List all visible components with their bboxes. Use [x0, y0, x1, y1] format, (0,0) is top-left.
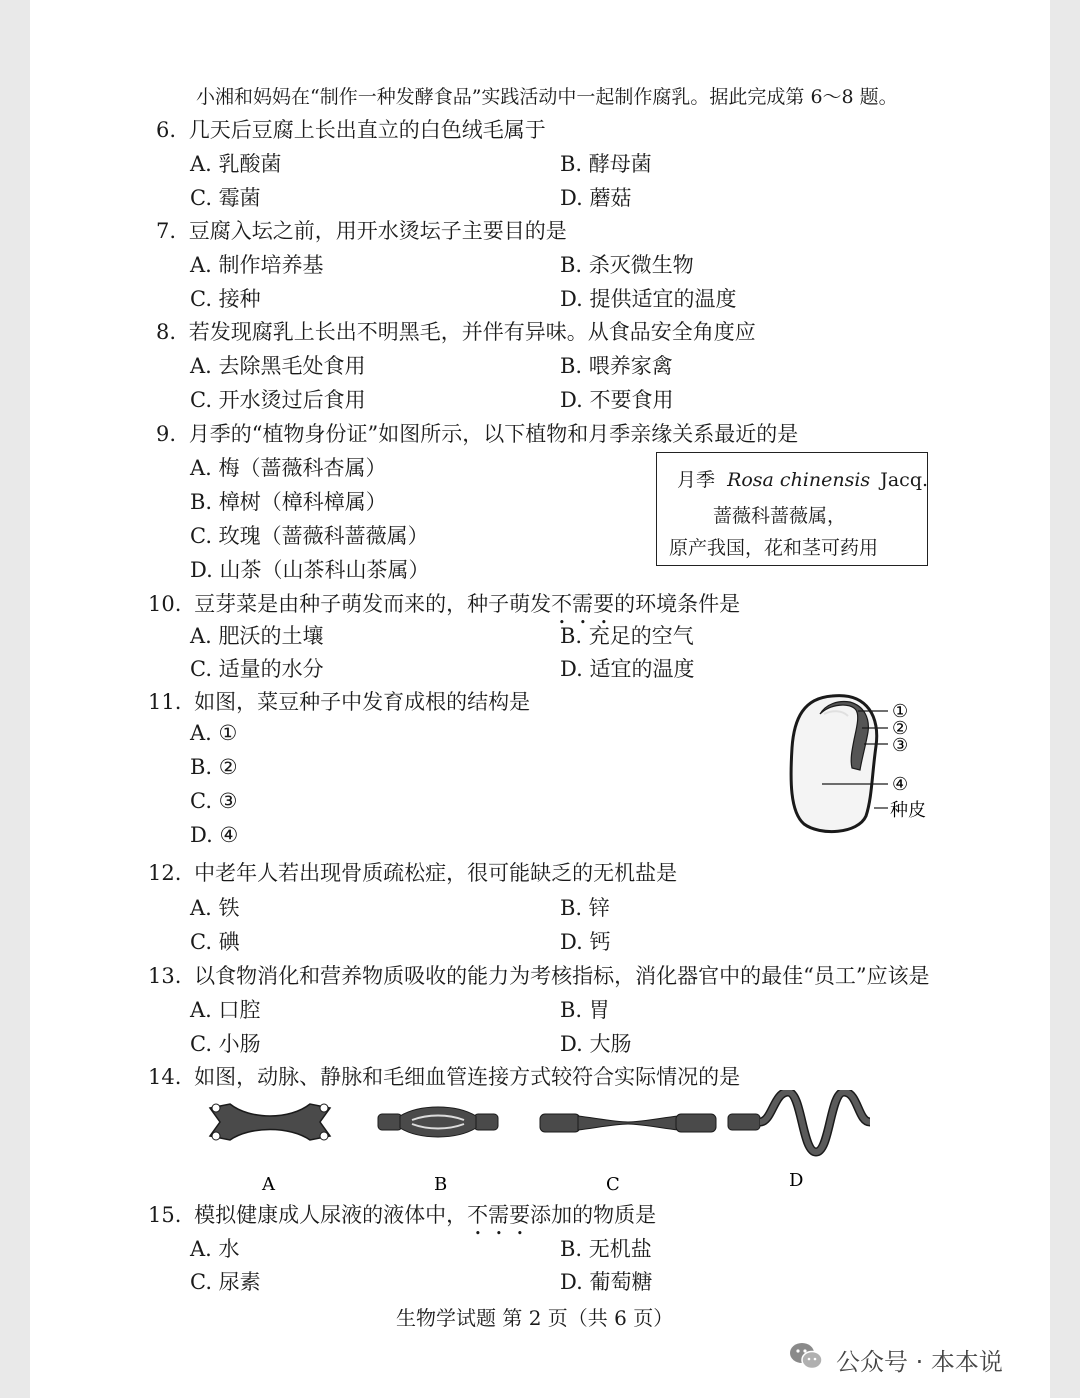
- question-9: [156, 418, 798, 448]
- vessel-option-a: [210, 1104, 330, 1140]
- plant-author: Jacq.: [880, 469, 929, 491]
- page-footer: 生物学试题 第 2 页（共 6 页）: [396, 1306, 674, 1330]
- vessel-option-d: [728, 1092, 870, 1152]
- question-stem: 若发现腐乳上长出不明黑毛，并伴有异味。从食品安全角度应: [188, 320, 756, 344]
- option-8b: B. 喂养家禽: [560, 354, 673, 378]
- vessel-label-b: B: [434, 1174, 448, 1195]
- seed-label-4: ④: [892, 774, 909, 795]
- watermark-text: 公众号 · 本本说: [836, 1348, 1003, 1376]
- option-7c: C. 接种: [190, 287, 261, 311]
- bean-seed-diagram: [780, 688, 940, 838]
- question-stem-pre: 模拟健康成人尿液的液体中，: [194, 1203, 468, 1227]
- seed-label-seed-coat: 种皮: [890, 800, 926, 821]
- option-6b: B. 酵母菌: [560, 152, 652, 176]
- plant-scientific-name: Rosa chinensis: [727, 469, 871, 491]
- question-stem: 月季的“植物身份证”如图所示，以下植物和月季亲缘关系最近的是: [188, 422, 799, 446]
- vessel-label-a: A: [262, 1174, 275, 1195]
- option-6d: D. 蘑菇: [560, 186, 632, 210]
- question-stem-emphasis: 不需要: [551, 592, 615, 616]
- seed-label-2: ②: [892, 718, 909, 739]
- option-8c: C. 开水烫过后食用: [190, 388, 366, 412]
- option-6c: C. 霉菌: [190, 186, 261, 210]
- question-stem-emphasis: 不需要: [467, 1203, 531, 1227]
- question-stem-pre: 豆芽菜是由种子萌发而来的，种子萌发: [194, 592, 552, 616]
- question-number: 8.: [156, 320, 177, 344]
- question-6: [156, 114, 546, 144]
- option-15b: B. 无机盐: [560, 1237, 652, 1261]
- option-12a: A. 铁: [190, 896, 240, 920]
- question-number: 14.: [148, 1065, 182, 1089]
- question-stem: 几天后豆腐上长出直立的白色绒毛属于: [188, 118, 546, 142]
- question-stem-post: 添加的物质是: [530, 1203, 657, 1227]
- option-13d: D. 大肠: [560, 1032, 632, 1056]
- option-10b: B. 充足的空气: [560, 624, 694, 648]
- question-number: 6.: [156, 118, 177, 142]
- option-13c: C. 小肠: [190, 1032, 261, 1056]
- option-8a: A. 去除黑毛处食用: [190, 354, 366, 378]
- option-9b: B. 樟树（樟科樟属）: [190, 490, 387, 514]
- option-12d: D. 钙: [560, 930, 611, 954]
- blood-vessel-diagrams: [200, 1090, 880, 1196]
- question-stem: 中老年人若出现骨质疏松症，很可能缺乏的无机盐是: [194, 861, 678, 885]
- vessel-option-c: [540, 1114, 716, 1132]
- plant-family-line: 蔷薇科蔷薇属，: [713, 505, 847, 527]
- option-7d: D. 提供适宜的温度: [560, 287, 737, 311]
- plant-common-name: 月季: [677, 469, 716, 491]
- option-15a: A. 水: [190, 1237, 240, 1261]
- question-7: [156, 215, 567, 245]
- option-9a: A. 梅（蔷薇科杏属）: [190, 456, 387, 480]
- question-number: 11.: [148, 690, 182, 714]
- option-12c: C. 碘: [190, 930, 240, 954]
- option-8d: D. 不要食用: [560, 388, 674, 412]
- option-10c: C. 适量的水分: [190, 657, 324, 681]
- option-15d: D. 葡萄糖: [560, 1270, 653, 1294]
- option-15c: C. 尿素: [190, 1270, 261, 1294]
- plant-origin-line: 原产我国，花和茎可药用: [669, 537, 879, 559]
- option-10d: D. 适宜的温度: [560, 657, 695, 681]
- option-11d: D. ④: [190, 823, 239, 847]
- question-stem: 如图，动脉、静脉和毛细血管连接方式较符合实际情况的是: [194, 1065, 741, 1089]
- seed-label-3: ③: [892, 735, 909, 756]
- option-7b: B. 杀灭微生物: [560, 253, 694, 277]
- vessel-option-b: [378, 1107, 498, 1137]
- seed-label-1: ①: [892, 701, 909, 722]
- question-number: 7.: [156, 219, 177, 243]
- question-11: [148, 686, 530, 716]
- question-number: 10.: [148, 592, 182, 616]
- question-stem: 如图，菜豆种子中发育成根的结构是: [194, 690, 531, 714]
- question-number: 15.: [148, 1203, 182, 1227]
- plant-id-card: [656, 452, 928, 566]
- option-11c: C. ③: [190, 789, 238, 813]
- question-number: 13.: [148, 964, 182, 988]
- wechat-icon: [788, 1341, 824, 1371]
- question-8: [156, 316, 756, 346]
- question-13: [148, 960, 930, 990]
- option-12b: B. 锌: [560, 896, 610, 920]
- option-13b: B. 胃: [560, 998, 610, 1022]
- question-stem-post: 的环境条件是: [614, 592, 741, 616]
- vessel-label-d: D: [789, 1170, 804, 1191]
- question-number: 9.: [156, 422, 177, 446]
- vessel-label-c: C: [606, 1174, 620, 1195]
- option-13a: A. 口腔: [190, 998, 261, 1022]
- option-9d: D. 山茶（山茶科山茶属）: [190, 558, 430, 582]
- option-7a: A. 制作培养基: [190, 253, 324, 277]
- question-stem: 豆腐入坛之前，用开水烫坛子主要目的是: [188, 219, 567, 243]
- intro-text: 小湘和妈妈在“制作一种发酵食品”实践活动中一起制作腐乳。据此完成第 6～8 题。: [196, 86, 898, 108]
- option-11a: A. ①: [190, 721, 238, 745]
- question-stem: 以食物消化和营养物质吸收的能力为考核指标，消化器官中的最佳“员工”应该是: [194, 964, 930, 988]
- question-number: 12.: [148, 861, 182, 885]
- option-9c: C. 玫瑰（蔷薇科蔷薇属）: [190, 524, 429, 548]
- option-11b: B. ②: [190, 755, 238, 779]
- option-10a: A. 肥沃的土壤: [190, 624, 324, 648]
- question-12: [148, 857, 677, 887]
- question-14: [148, 1061, 740, 1091]
- option-6a: A. 乳酸菌: [190, 152, 282, 176]
